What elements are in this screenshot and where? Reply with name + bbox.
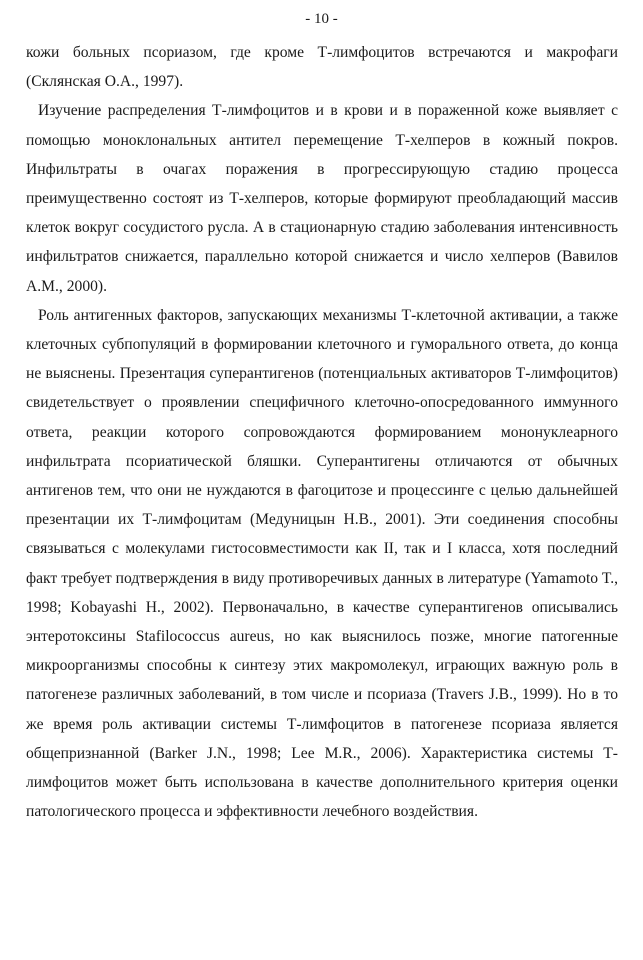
paragraph-3: Роль антигенных факторов, запускающих механизмы Т-клеточной активации, а также клеточных субпопуляций в формировании клеточного и гуморального ответа, до конца не выяснены. Презентация суперантигенов (потенциальных активаторов Т-лимфоцитов) свидетельствует о проявлении специфичного клеточно-опосредованного иммунного ответа, реакции которого сопровождаются формированием мононуклеарного инфильтрата псориатической бляшки. Суперантигены отличаются от обычных антигенов тем, что они не нуждаются в фагоцитозе и процессинге с целью дальнейшей презентации их Т-лимфоцитам (Медуницын Н.В., 2001). Эти соединения способны связываться с молекулами гистосовместимости как II, так и I класса, хотя последний факт требует подтверждения в виду противоречивых данных в литературе (Yamamoto T., 1998; Kobayashi H., 2002). Первоначально, в качестве суперантигенов описывались энтеротоксины Stafilococcus aureus, но как выяснилось позже, многие патогенные микроорганизмы способны к синтезу этих макромолекул, играющих важную роль в патогенезе различных заболеваний, в том числе и псориаза (Travers J.B., 1999). Но в то же время роль активации системы Т-лимфоцитов в патогенезе псориаза является общепризнанной (Barker J.N., 1998; Lee M.R., 2006). Характеристика системы Т-лимфоцитов может быть использована в качестве дополнительного критерия оценки патологического процесса и эффективности лечебного воздействия.: [26, 306, 618, 821]
paragraph-1: кожи больных псориазом, где кроме Т-лимфоцитов встречаются и макрофаги (Склянская О.А., 1997).: [26, 44, 618, 91]
paragraph-2: Изучение распределения Т-лимфоцитов и в крови и в пораженной коже выявляет с помощью моноклональных антител перемещение Т-хелперов в кожный покров. Инфильтраты в очагах поражения в прогрессирующую стадию процесса преимущественно состоят из Т-хелперов, которые формируют преобладающий массив клеток вокруг сосудистого русла. А в стационарную стадию заболевания интенсивность инфильтратов снижается, параллельно которой снижается и число хелперов (Вавилов А.М., 2000).: [26, 102, 618, 295]
page-number: - 10 -: [305, 11, 338, 27]
document-body: [26, 38, 618, 826]
